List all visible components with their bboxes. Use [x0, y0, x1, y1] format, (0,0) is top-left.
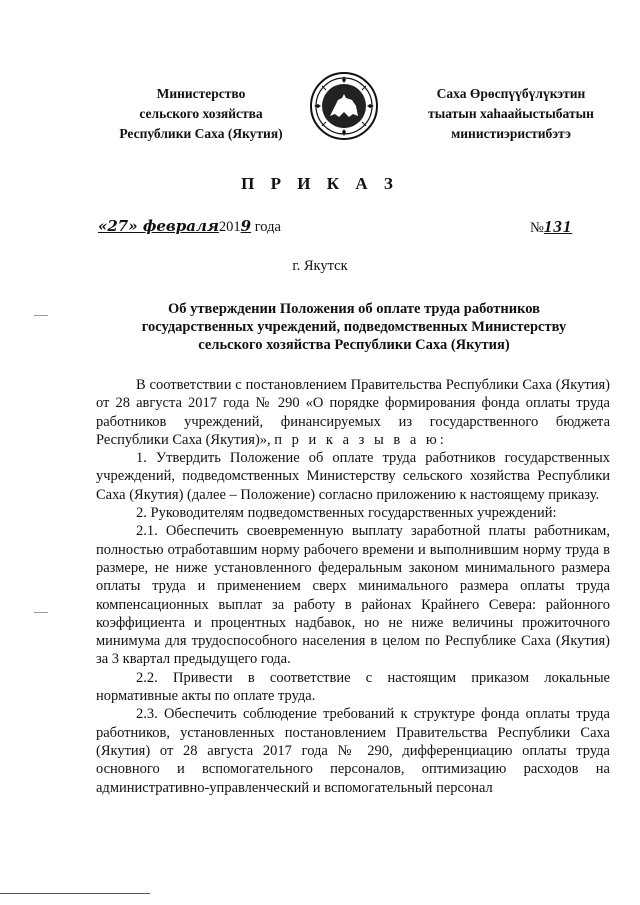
ministry-line: Министерство — [156, 86, 246, 101]
number-prefix: № — [530, 220, 544, 236]
coat-of-arms-emblem — [308, 70, 380, 142]
footer-rule — [0, 893, 150, 894]
ministry-line: тыатын хаһаайыстыбатын — [428, 106, 594, 121]
document-title: П Р И К А З — [241, 174, 399, 193]
paragraph-2: 2. Руководителям подведомственных государственных учреждений: — [136, 505, 557, 522]
order-date — [98, 217, 281, 236]
subject-line: сельского хозяйства Республики Саха (Якутия) — [198, 337, 510, 353]
order-body — [96, 376, 610, 797]
handwritten-year-digit: 9 — [240, 217, 252, 235]
paragraph-2-1: 2.1. Обеспечить своевременную выплату заработной платы работникам, полностью отработавшим норму рабочего времени и выполнившим норму труда в размере, не ниже установленного федеральным законом минимального размера оплаты труда и применением сверх минимального размера оплаты труда компенсационных выплат за работу в районах Крайнего Севера: районного коэффициента и процентных надбавок, но не ниже величины прожиточного минимума для трудоспособного населения в целом по Республике Саха (Якутия) за 3 квартал предыдущего года. — [96, 523, 610, 668]
handwritten-date: «27» февраля — [98, 217, 219, 235]
year-suffix: года — [254, 219, 281, 235]
ministry-line: Республики Саха (Якутия) — [119, 126, 283, 141]
paragraph-1: 1. Утвердить Положение об оплате труда работников государственных учреждений, подведомственных Министерству сельского хозяйства Республики Саха (Якутия) (далее – Положение) согласно приложению к настоящему приказу. — [96, 450, 610, 503]
paragraph-2-3: 2.3. Обеспечить соблюдение требований к структуре фонда оплаты труда работников, установленных постановлением Правительства Республики Саха (Якутия) от 28 августа 2017 года № 290, дифференциацию оплаты труда основного и вспомогательного персоналов, оптимизацию расходов на административно-управленческий и вспомогательный персонал — [96, 706, 610, 796]
intro-paragraph — [96, 376, 610, 449]
year-prefix: 201 — [218, 219, 241, 235]
order-number — [530, 217, 572, 237]
margin-mark — [34, 315, 48, 316]
order-subject — [98, 300, 610, 354]
intro-text: В соответствии с постановлением Правительства Республики Саха (Якутия) от 28 августа 2017 года № 290 «О порядке формирования фонда оплаты труда работников учреждений, финансируемых из государственного бюджета Республики Саха (Якутия)», — [96, 377, 610, 448]
city: г. Якутск — [292, 258, 348, 274]
ministry-name-yakut — [398, 84, 624, 144]
margin-mark — [34, 612, 48, 613]
handwritten-number: 131 — [543, 217, 573, 236]
ministry-line: Саха Өрөспүүбүлүкэтин — [436, 86, 586, 101]
ministry-line: сельского хозяйства — [139, 106, 263, 121]
ministry-line: министиэристибэтэ — [451, 126, 571, 141]
subject-line: Об утверждении Положения об оплате труда работников — [168, 301, 540, 317]
paragraph-2-2: 2.2. Привести в соответствие с настоящим приказом локальные нормативные акты по оплате труда. — [96, 669, 610, 705]
ministry-name-russian — [88, 84, 314, 144]
subject-line: государственных учреждений, подведомственных Министерству — [141, 319, 567, 335]
prikazyvayu: п р и к а з ы в а ю: — [274, 431, 447, 448]
